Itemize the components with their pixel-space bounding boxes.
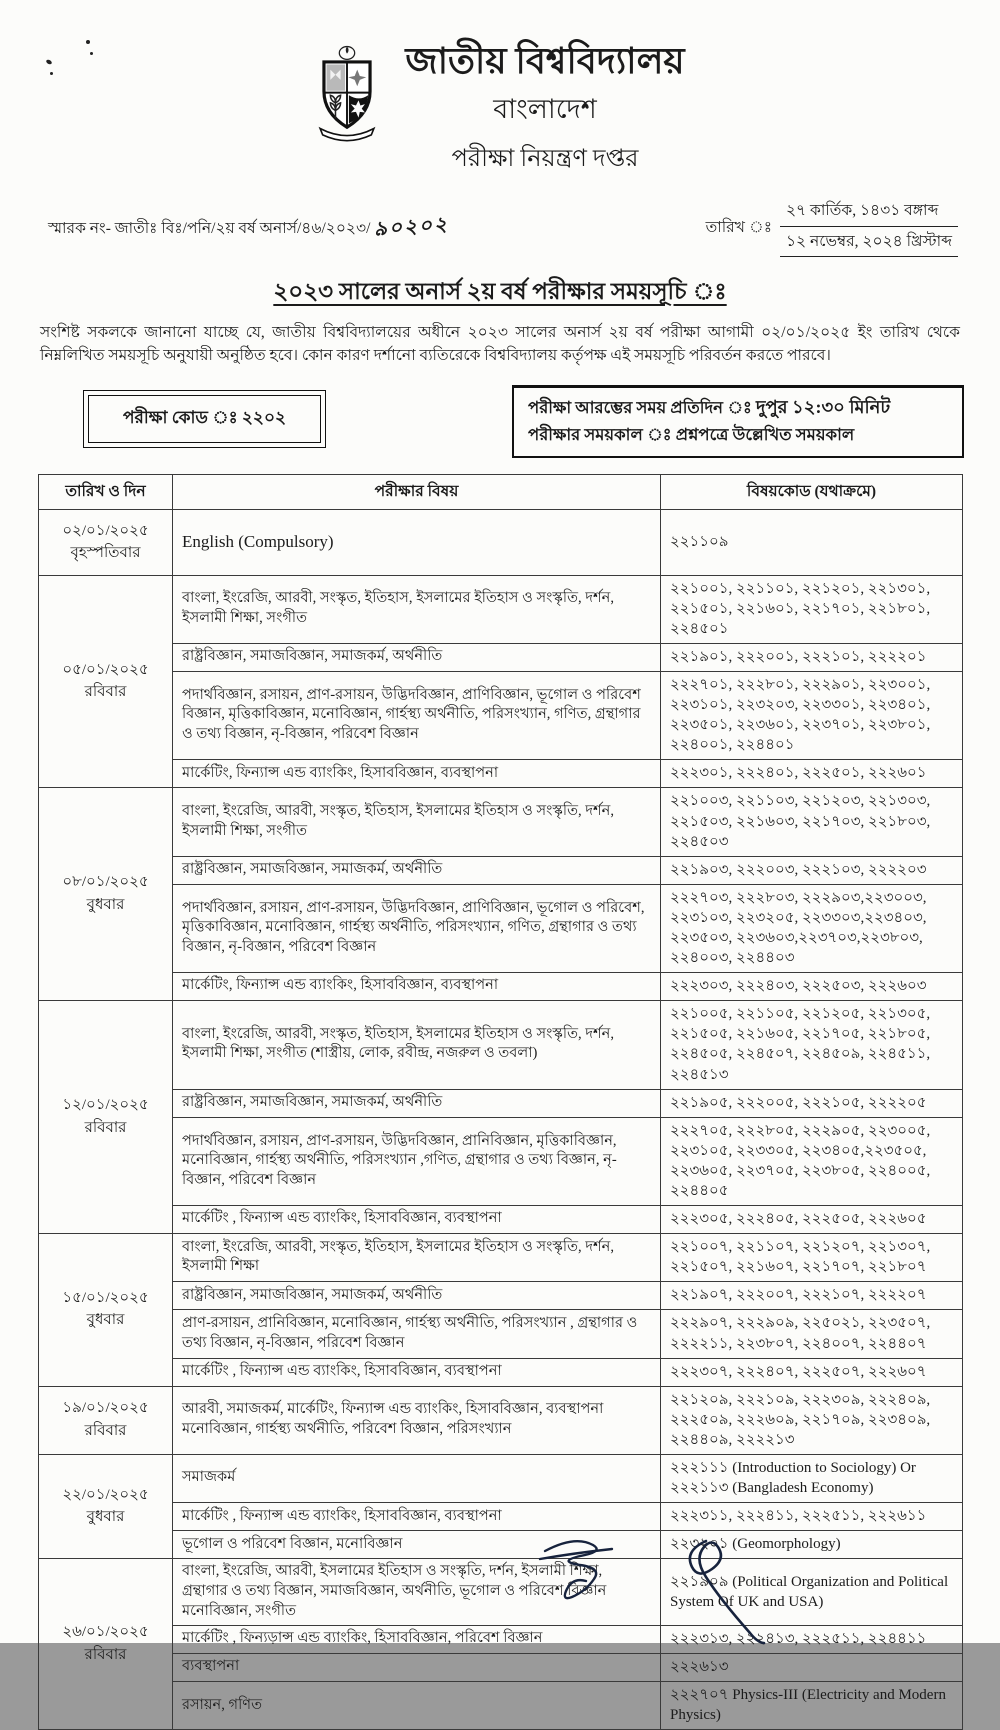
table-row <box>39 509 963 575</box>
table-row <box>39 1654 963 1682</box>
letterhead <box>0 0 1000 180</box>
table-row <box>39 788 963 856</box>
exam-start-time-line: পরীক্ষা আরম্ভের সময় প্রতিদিন ঃ দুপুর ১২:৩০ মিনিট <box>528 397 891 418</box>
subject-cell: বাংলা, ইংরেজি, আরবী, ইসলামের ইতিহাস ও সংস্কৃতি, দর্শন, ইসলামী শিক্ষা, গ্রন্থাগার ও তথ্য বিজ্ঞান, সমাজবিজ্ঞান, অর্থনীতি, ভূগোল ও পরিবেশ বিজ্ঞান মনোবিজ্ঞান, সংগীত <box>173 1559 661 1626</box>
date-cell <box>39 575 173 788</box>
table-row <box>39 643 963 671</box>
table-header-row <box>39 474 963 509</box>
table-row <box>39 1206 963 1234</box>
table-row <box>39 1001 963 1089</box>
page-title: ২০২৩ সালের অনার্স ২য় বর্ষ পরীক্ষার সময়সূচি ঃ <box>273 279 727 305</box>
subject-codes-cell: ২২২৩০৩, ২২২৪০৩, ২২২৫০৩, ২২২৬০৩ <box>661 973 963 1001</box>
subject-codes-cell: ২২১০০৭, ২২১১০৭, ২২১২০৭, ২২১৩০৭, ২২১৫০৭, ২২১৬০৭, ২২১৭০৭, ২২১৮০৭ <box>661 1234 963 1282</box>
subject-codes-cell: ২২২৩০৫, ২২২৪০৫, ২২২৫০৫, ২২২৬০৫ <box>661 1206 963 1234</box>
subject-cell: রসায়ন, গণিত <box>173 1682 661 1730</box>
table-row <box>39 1282 963 1310</box>
subject-codes-cell: ২২২১১১ (Introduction to Sociology) Or ২২২১১৩ (Bangladesh Economy) <box>661 1455 963 1503</box>
subject-codes-cell: ২২২৭০৩, ২২২৮০৩, ২২২৯০৩,২২৩০০৩, ২২৩১০৩, ২২৩২০৫, ২২৩৩০৩,২২৩৪০৩, ২২৩৫০৩, ২২৩৬০৩,২২৩৭০৩,২২৩৮০৩, ২২৪০০৩, ২২৪৪০৩ <box>661 884 963 972</box>
memo-label: স্মারক নং- জাতীঃ বিঃ/পনি/২য় বর্ষ অনার্স/৪৬/২০২৩/ <box>48 220 371 238</box>
university-logo-icon <box>315 44 379 140</box>
scan-artifacts <box>46 38 106 78</box>
exam-day: বুধবার <box>86 1509 125 1526</box>
date-cell <box>39 509 173 575</box>
subject-codes-cell: ২২২৯০৭, ২২২৯০৯, ২২৫০২১, ২২৩৫০৭, ২২২২১১, ২২৩৮০৭, ২২৪০০৭, ২২৪৪০৭ <box>661 1310 963 1358</box>
signature-1 <box>540 1541 612 1598</box>
subject-cell: সমাজকর্ম <box>173 1455 661 1503</box>
subject-codes-cell: ২২১৯০৭, ২২২০০৭, ২২২১০৭, ২২২২০৭ <box>661 1282 963 1310</box>
exam-start-time: দুপুর ১২:৩০ মিনিট <box>755 397 891 418</box>
university-name: জাতীয় বিশ্ববিদ্যালয় <box>405 41 685 81</box>
exam-date: ০৫/০১/২০২৫ <box>62 661 149 678</box>
subject-cell: রাষ্ট্রবিজ্ঞান, সমাজবিজ্ঞান, সমাজকর্ম, অর্থনীতি <box>173 1282 661 1310</box>
country-name: বাংলাদেশ <box>493 94 597 125</box>
subject-cell: মার্কেটিং , ফিন্যান্স এন্ড ব্যাংকিং, হিসাববিজ্ঞান, ব্যবস্থাপনা <box>173 1206 661 1234</box>
subject-codes-cell: ২২১০০৩, ২২১১০৩, ২২১২০৩, ২২১৩০৩, ২২১৫০৩, ২২১৬০৩, ২২১৭০৩, ২২১৮০৩, ২২৪৫০৩ <box>661 788 963 856</box>
date-cell <box>39 1234 173 1387</box>
subject-codes-cell: ২২২৩১৩, ২২২৪১৩, ২২২৫১১, ২২৪৪১১ <box>661 1626 963 1654</box>
exam-date: ০২/০১/২০২৫ <box>62 522 149 539</box>
subject-cell: ভূগোল ও পরিবেশ বিজ্ঞান, মনোবিজ্ঞান <box>173 1531 661 1559</box>
office-name: পরীক্ষা নিয়ন্ত্রণ দপ্তর <box>451 146 639 173</box>
subject-codes-cell: ২২১৯০৯ (Political Organization and Political System Of UK and USA) <box>661 1559 963 1626</box>
date-cell <box>39 1386 173 1454</box>
exam-day: বৃহস্পতিবার <box>70 545 141 562</box>
exam-day: রবিবার <box>84 1422 127 1439</box>
subject-codes-cell: ২২২৭০৭ Physics-III (Electricity and Modern Physics) <box>661 1682 963 1730</box>
signature-2 <box>690 1541 764 1643</box>
memo-row <box>0 180 1000 257</box>
memo-handwritten-number: ৯০২০২ <box>373 213 450 241</box>
subject-cell: ব্যবস্থাপনা <box>173 1654 661 1682</box>
subject-cell: বাংলা, ইংরেজি, আরবী, সংস্কৃত, ইতিহাস, ইসলামের ইতিহাস ও সংস্কৃতি, দর্শন, ইসলামী শিক্ষা <box>173 1234 661 1282</box>
subject-cell: পদার্থবিজ্ঞান, রসায়ন, প্রাণ-রসায়ন, উদ্ভিদবিজ্ঞান, প্রাণিবিজ্ঞান, ভূগোল ও পরিবেশ বিজ্ঞান, মৃত্তিকাবিজ্ঞান, মনোবিজ্ঞান, গার্হস্থ্য অর্থনীতি, পরিসংখ্যান, গণিত, গ্রন্থাগার ও তথ্য বিজ্ঞান, নৃ-বিজ্ঞান, পরিবেশ বিজ্ঞান <box>173 671 661 759</box>
exam-day: রবিবার <box>84 684 127 700</box>
exam-date: ১৯/০১/২০২৫ <box>62 1400 149 1417</box>
subject-cell: রাষ্ট্রবিজ্ঞান, সমাজবিজ্ঞান, সমাজকর্ম, অর্থনীতি <box>173 643 661 671</box>
exam-date: ০৮/০১/২০২৫ <box>62 874 149 891</box>
subject-cell: পদার্থবিজ্ঞান, রসায়ন, প্রাণ-রসায়ন, উদ্ভিদবিজ্ঞান, প্রানিবিজ্ঞান, মৃত্তিকাবিজ্ঞান, মনোবিজ্ঞান, গার্হস্থ্য অর্থনীতি, পরিসংখ্যান ,গণিত, গ্রন্থাগার ও তথ্য বিজ্ঞান, নৃ-বিজ্ঞান, পরিবেশ বিজ্ঞান <box>173 1117 661 1205</box>
exam-time-box <box>512 385 964 457</box>
table-row <box>39 884 963 972</box>
exam-code-box: পরীক্ষা কোড ঃ ২২০২ <box>88 395 321 443</box>
subject-codes-cell: ২২২৭০১, ২২২৮০১, ২২২৯০১, ২২৩০০১, ২২৩১০১, ২২৩২০৩, ২২৩৩০১, ২২৩৪০১, ২২৩৫০১, ২২৩৬০১, ২২৩৭০১, ২২৩৮০১, ২২৪০০১, ২২৪৪০১ <box>661 671 963 759</box>
subject-cell: মার্কেটিং , ফিন্যড়ান্স এন্ড ব্যাংকিং, হিসাববিজ্ঞান, পরিবেশ বিজ্ঞান <box>173 1626 661 1654</box>
table-row <box>39 1310 963 1358</box>
subject-codes-cell: ২২২৩১১, ২২২৪১১, ২২২৫১১, ২২২৬১১ <box>661 1503 963 1531</box>
table-row <box>39 1386 963 1454</box>
subject-codes-cell: ২২১৯০৫, ২২২০০৫, ২২২১০৫, ২২২২০৫ <box>661 1089 963 1117</box>
header-subject-code: বিষয়কোড (যথাক্রমে) <box>661 474 963 509</box>
table-row <box>39 1234 963 1282</box>
subject-codes-cell: ২২৩২০১ (Geomorphology) <box>661 1531 963 1559</box>
subject-cell: English (Compulsory) <box>173 509 661 575</box>
subject-cell: মার্কেটিং, ফিন্যান্স এন্ড ব্যাংকিং, হিসাববিজ্ঞান, ব্যবস্থাপনা <box>173 973 661 1001</box>
table-row <box>39 1089 963 1117</box>
subject-codes-cell: ২২১২০৯, ২২২১০৯, ২২২৩০৯, ২২২৪০৯, ২২২৫০৯, ২২২৬০৯, ২২১৭০৯, ২২৩৪০৯, ২২৪৪০৯, ২২২২১৩ <box>661 1386 963 1454</box>
subject-codes-cell: ২২১১০৯ <box>661 509 963 575</box>
table-row <box>39 760 963 788</box>
table-row <box>39 1358 963 1386</box>
subject-codes-cell: ২২২৩০৭, ২২২৪০৭, ২২২৫০৭, ২২২৬০৭ <box>661 1358 963 1386</box>
signatures-area <box>0 1523 1000 1643</box>
date-gregorian: ১২ নভেম্বর, ২০২৪ খ্রিস্টাব্দ <box>780 227 958 257</box>
subject-cell: মার্কেটিং, ফিন্যান্স এন্ড ব্যাংকিং, হিসাববিজ্ঞান, ব্যবস্থাপনা <box>173 760 661 788</box>
date-block <box>706 198 958 257</box>
table-row <box>39 856 963 884</box>
subject-codes-cell: ২২২৬১৩ <box>661 1654 963 1682</box>
exam-date: ১২/০১/২০২৫ <box>62 1097 149 1114</box>
subject-codes-cell: ২২১০০৫, ২২১১০৫, ২২১২০৫, ২২১৩০৫, ২২১৫০৫, ২২১৬০৫, ২২১৭০৫, ২২১৮০৫, ২২৪৫০৫, ২২৪৫০৭, ২২৪৫০৯, ২২৪৫১১, ২২৪৫১৩ <box>661 1001 963 1089</box>
date-bangla: ২৭ কার্তিক, ১৪৩১ বঙ্গাব্দ <box>780 198 958 227</box>
exam-duration-line: পরীক্ষার সময়কাল ঃ প্রশ্নপত্রে উল্লেখিত সময়কাল <box>528 425 855 445</box>
table-row <box>39 671 963 759</box>
date-cell <box>39 788 173 1001</box>
subject-cell: রাষ্ট্রবিজ্ঞান, সমাজবিজ্ঞান, সমাজকর্ম, অর্থনীতি <box>173 856 661 884</box>
memo-number-line <box>48 198 449 245</box>
table-row <box>39 973 963 1001</box>
exam-day: বুধবার <box>86 896 125 913</box>
subject-codes-cell: ২২২৭০৫, ২২২৮০৫, ২২২৯০৫, ২২৩০০৫, ২২৩১০৫, ২২৩৩০৫, ২২৩৪০৫,২২৩৫০৫, ২২৩৬০৫, ২২৩৭০৫, ২২৩৮০৫, ২২৪০০৫, ২২৪৪০৫ <box>661 1117 963 1205</box>
subject-cell: মার্কেটিং , ফিন্যান্স এন্ড ব্যাংকিং, হিসাববিজ্ঞান, ব্যবস্থাপনা <box>173 1358 661 1386</box>
subject-codes-cell: ২২১৯০৩, ২২২০০৩, ২২২১০৩, ২২২২০৩ <box>661 856 963 884</box>
exam-date: ২৬/০১/২০২৫ <box>62 1624 149 1641</box>
exam-date: ২২/০১/২০২৫ <box>62 1486 149 1503</box>
exam-day: রবিবার <box>84 1119 127 1136</box>
subject-codes-cell: ২২১০০১, ২২১১০১, ২২১২০১, ২২১৩০১, ২২১৫০১, ২২১৬০১, ২২১৭০১, ২২১৮০১, ২২৪৫০১ <box>661 575 963 643</box>
table-row <box>39 1117 963 1205</box>
subject-cell: আরবী, সমাজকর্ম, মার্কেটিং, ফিন্যান্স এন্ড ব্যাংকিং, হিসাববিজ্ঞান, ব্যবস্থাপনা মনোবিজ্ঞান, গার্হস্থ্য অর্থনীতি, পরিবেশ বিজ্ঞান, পরিসংখ্যান <box>173 1386 661 1454</box>
subject-cell: বাংলা, ইংরেজি, আরবী, সংস্কৃত, ইতিহাস, ইসলামের ইতিহাস ও সংস্কৃতি, দর্শন, ইসলামী শিক্ষা, সংগীত <box>173 788 661 856</box>
notice-paragraph: সংশিষ্ট সকলকে জানানো যাচ্ছে যে, জাতীয় বিশ্ববিদ্যালয়ের অধীনে ২০২৩ সালের অনার্স ২য় বর্ষ পরীক্ষা আগামী ০২/০১/২০২৫ ইং তারিখ থেকে নিম্নলিখিত সময়সূচি অনুযায়ী অনুষ্ঠিত হবে। কোন কারণ দর্শানো ব্যতিরেকে বিশ্ববিদ্যালয় কর্তৃপক্ষ এই সময়সূচি পরিবর্তন করতে পারবে। <box>40 324 960 364</box>
exam-day: রবিবার <box>84 1646 127 1663</box>
header-date-day: তারিখ ও দিন <box>39 474 173 509</box>
date-cell <box>39 1001 173 1234</box>
info-boxes <box>88 385 964 457</box>
date-label: তারিখ ঃ <box>705 218 772 236</box>
exam-day: বুধবার <box>86 1312 125 1329</box>
subject-cell: মার্কেটিং , ফিন্যান্স এন্ড ব্যাংকিং, হিসাববিজ্ঞান, ব্যবস্থাপনা <box>173 1503 661 1531</box>
subject-codes-cell: ২২২৩০১, ২২২৪০১, ২২২৫০১, ২২২৬০১ <box>661 760 963 788</box>
exam-date: ১৫/০১/২০২৫ <box>62 1289 149 1306</box>
table-row <box>39 1682 963 1730</box>
header-subject: পরীক্ষার বিষয় <box>173 474 661 509</box>
subject-cell: পদার্থবিজ্ঞান, রসায়ন, প্রাণ-রসায়ন, উদ্ভিদবিজ্ঞান, প্রাণিবিজ্ঞান, ভূগোল ও পরিবেশ, মৃত্তিকাবিজ্ঞান, মনোবিজ্ঞান, গার্হস্থ্য অর্থনীতি, পরিসংখ্যান, গণিত, গ্রন্থাগার ও তথ্য বিজ্ঞান, নৃ-বিজ্ঞান, পরিবেশ বিজ্ঞান <box>173 884 661 972</box>
subject-codes-cell: ২২১৯০১, ২২২০০১, ২২২১০১, ২২২২০১ <box>661 643 963 671</box>
subject-cell: প্রাণ-রসায়ন, প্রানিবিজ্ঞান, মনোবিজ্ঞান, গার্হস্থ্য অর্থনীতি, পরিসংখ্যান , গ্রন্থাগার ও তথ্য বিজ্ঞান, নৃ-বিজ্ঞান, পরিবেশ বিজ্ঞান <box>173 1310 661 1358</box>
subject-cell: বাংলা, ইংরেজি, আরবী, সংস্কৃত, ইতিহাস, ইসলামের ইতিহাস ও সংস্কৃতি, দর্শন, ইসলামী শিক্ষা, সংগীত (শাস্ত্রীয়, লোক, রবীন্দ্র, নজরুল ও তবলা) <box>173 1001 661 1089</box>
subject-cell: রাষ্ট্রবিজ্ঞান, সমাজবিজ্ঞান, সমাজকর্ম, অর্থনীতি <box>173 1089 661 1117</box>
subject-cell: বাংলা, ইংরেজি, আরবী, সংস্কৃত, ইতিহাস, ইসলামের ইতিহাস ও সংস্কৃতি, দর্শন, ইসলামী শিক্ষা, সংগীত <box>173 575 661 643</box>
table-row <box>39 1455 963 1503</box>
table-row <box>39 575 963 643</box>
